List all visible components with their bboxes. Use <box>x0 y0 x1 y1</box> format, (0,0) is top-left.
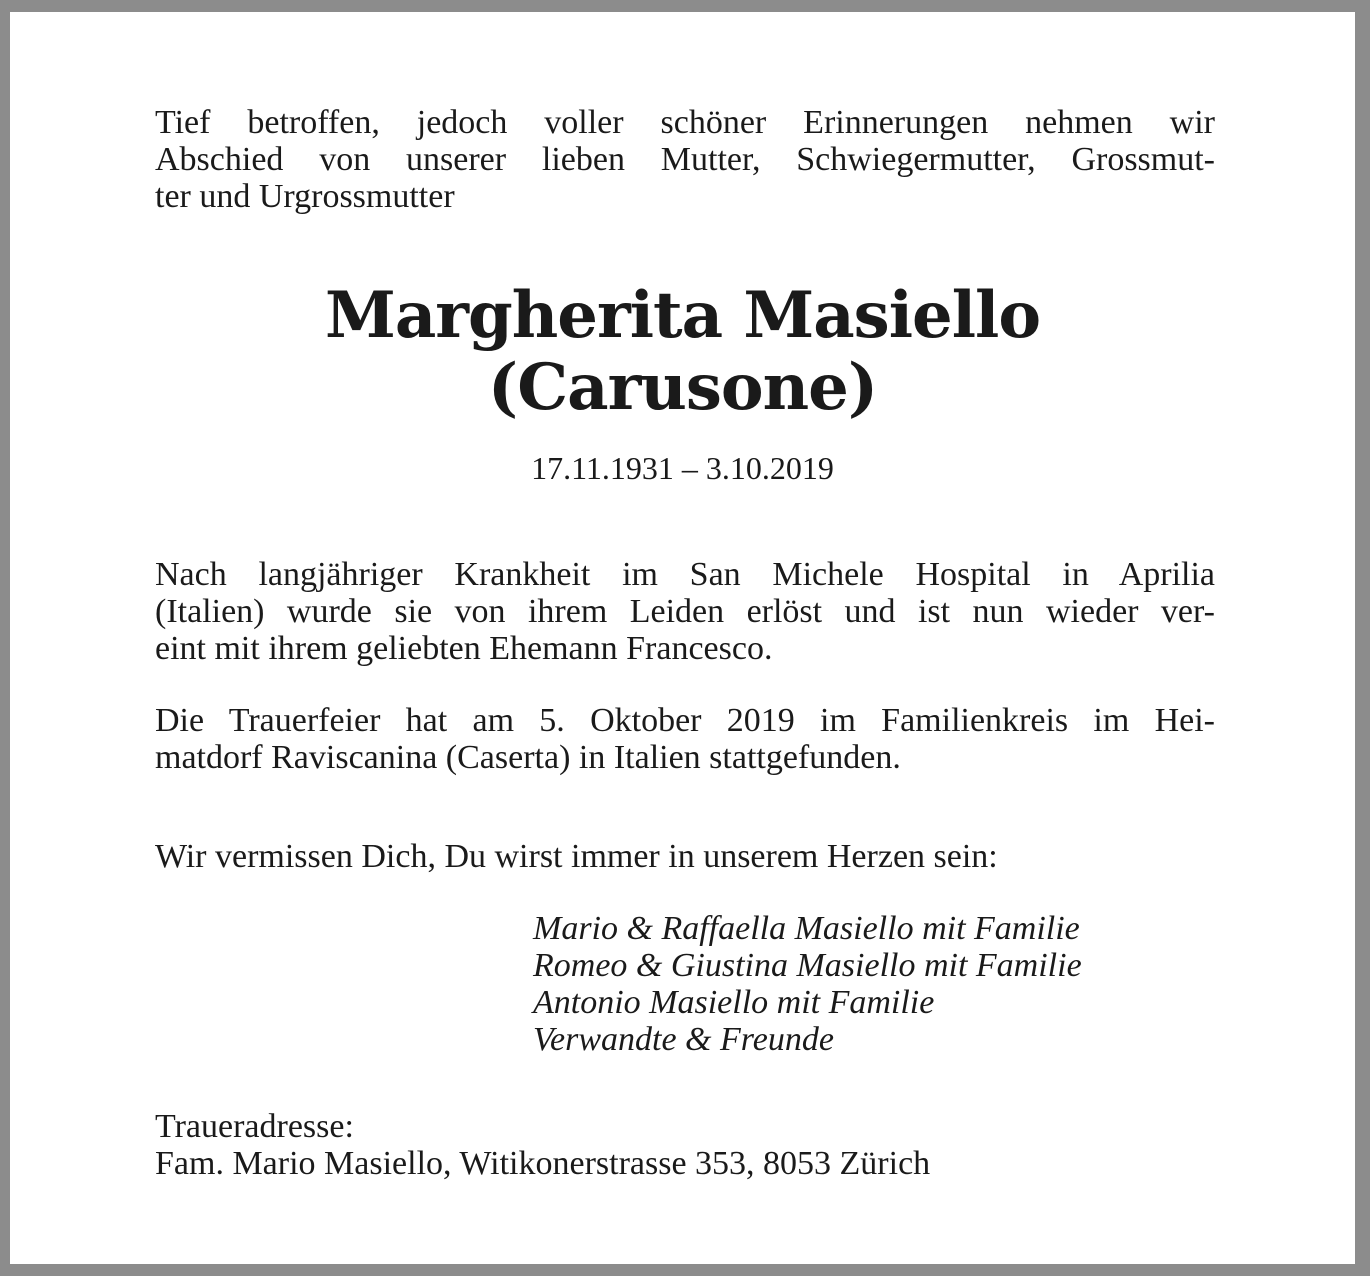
paragraph-line: matdorf Raviscanina (Caserta) in Italien stattgefunden. <box>155 739 901 776</box>
intro-line: Tief betroffen, jedoch voller schöner Erinnerungen nehmen wir <box>155 104 1215 141</box>
closing-line <box>155 838 1215 875</box>
life-dates: 17.11.1931 – 3.10.2019 <box>531 450 834 486</box>
address-value: Fam. Mario Masiello, Witikonerstrasse 353, 8053 Zürich <box>155 1145 931 1182</box>
paragraph-line: Die Trauerfeier hat am 5. Oktober 2019 im Familienkreis im Hei- <box>155 702 1215 739</box>
signer: Antonio Masiello mit Familie <box>533 984 935 1021</box>
intro-line: ter und Urgrossmutter <box>155 178 455 215</box>
deceased-maiden-name: (Carusone) <box>487 350 878 425</box>
signer: Romeo & Giustina Masiello mit Familie <box>533 947 1082 984</box>
funeral-paragraph <box>155 702 1215 776</box>
illness-paragraph <box>155 556 1215 667</box>
signers-list <box>533 910 1082 1058</box>
deceased-name-heading <box>10 280 1355 424</box>
address-label: Traueradresse: <box>155 1108 354 1145</box>
closing-text: Wir vermissen Dich, Du wirst immer in unserem Herzen sein: <box>155 838 998 875</box>
intro-line: Abschied von unserer lieben Mutter, Schwiegermutter, Grossmut- <box>155 141 1215 178</box>
paragraph-line: Nach langjähriger Krankheit im San Michele Hospital in Aprilia <box>155 556 1215 593</box>
mourning-address <box>155 1108 1215 1182</box>
deceased-name: Margherita Masiello <box>324 278 1041 353</box>
paragraph-line: eint mit ihrem geliebten Ehemann Francesco. <box>155 630 773 667</box>
signer: Verwandte & Freunde <box>533 1021 834 1058</box>
signer: Mario & Raffaella Masiello mit Familie <box>533 910 1080 947</box>
intro-text <box>155 104 1215 215</box>
obituary-page <box>10 12 1355 1264</box>
paragraph-line: (Italien) wurde sie von ihrem Leiden erlöst und ist nun wieder ver- <box>155 593 1215 630</box>
